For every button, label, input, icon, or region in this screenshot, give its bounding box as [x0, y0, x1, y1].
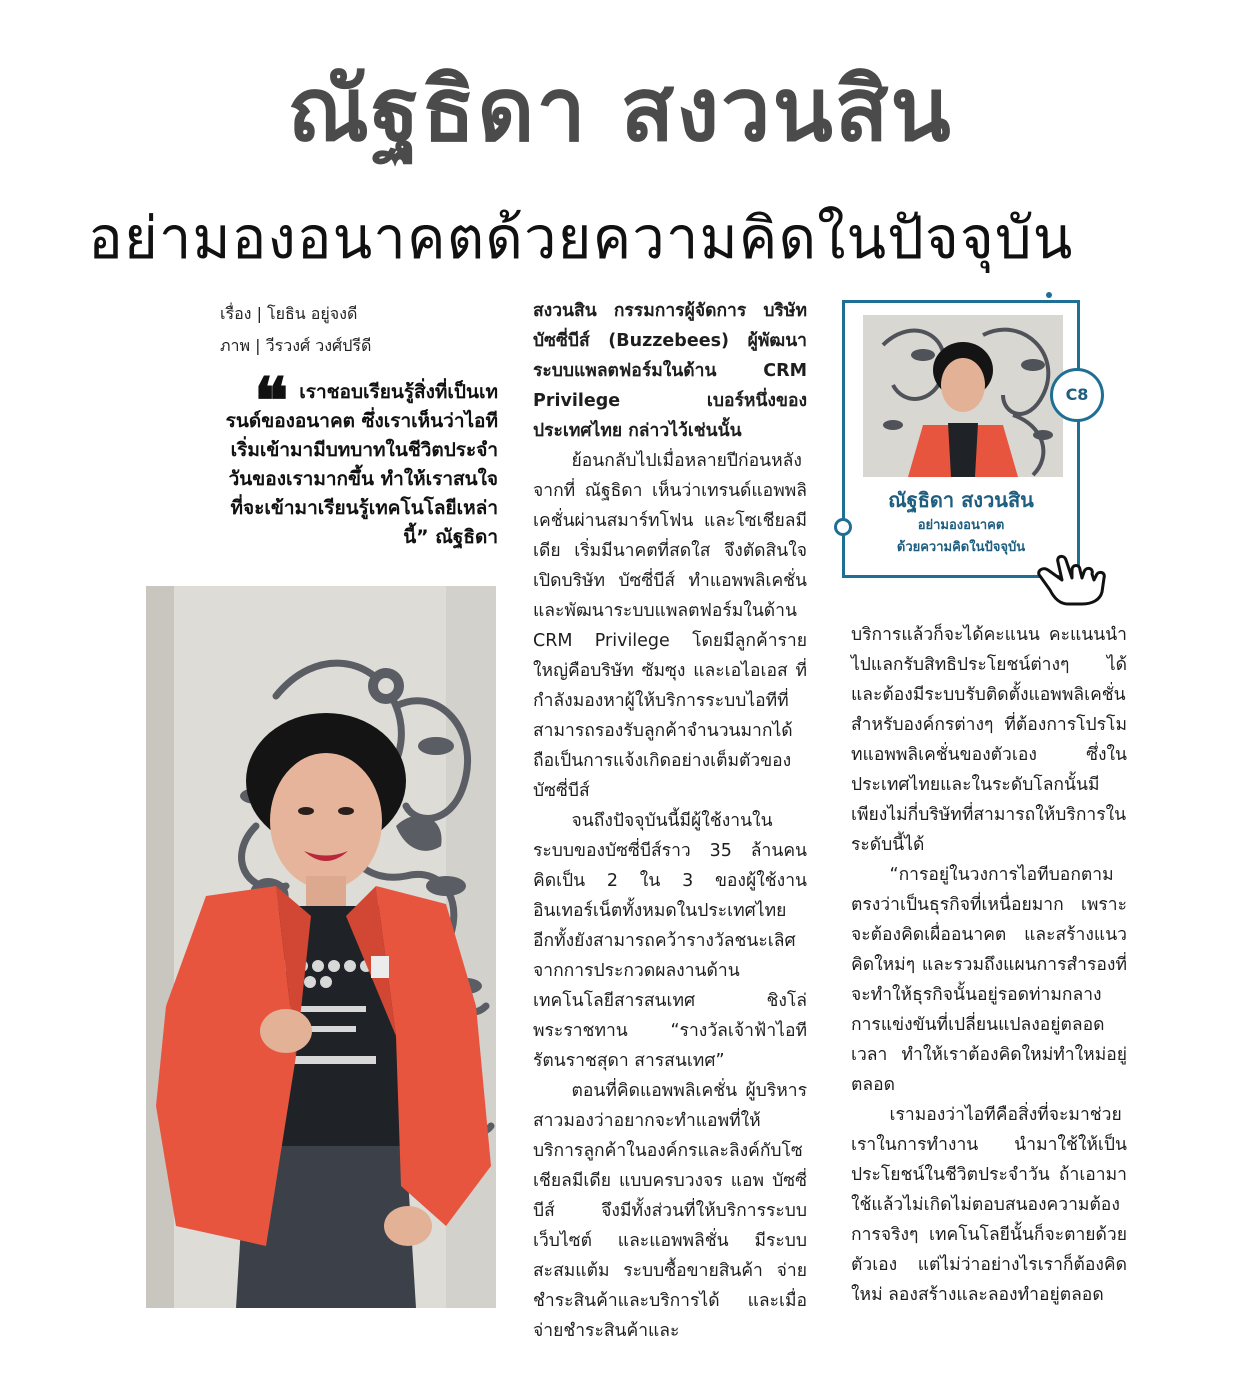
inset-photo [863, 315, 1063, 477]
paragraph: เรามองว่าไอทีคือสิ่งที่จะมาช่วยเราในการทำงาน นำมาใช้ให้เป็นประโยชน์ในชีวิตประจำวัน ถ้าเอามาใช้แล้วไม่เกิดไม่ตอบสนองความต้องการจริงๆ เทคโนโลยีนั้นก็จะตายด้วยตัวเอง แต่ไม่ว่าอย่างไรเราก็ต้องคิดใหม่ ลองสร้างและลองทำอยู่ตลอด [851, 1105, 1127, 1305]
article-column-3 [851, 620, 1127, 1310]
paragraph: ตอนที่คิดแอพพลิเคชั่น ผู้บริหารสาวมองว่าอยากจะทำแอพที่ให้บริการลูกค้าในองค์กรและลิงค์กับโซเชียลมีเดีย แบบครบวงจร แอพ บัซซี่บีส์ จึงมีทั้งส่วนที่ให้บริการระบบเว็บไซต์ และแอพพลิชั่น มีระบบสะสมแต้ม ระบบซื้อขายสินค้า จ่ายชำระสินค้าและบริการได้ และเมื่อจ่ายชำระสินค้าและ [533, 1081, 807, 1341]
byline [220, 298, 510, 362]
pull-quote: เราชอบเรียนรู้สิ่งที่เป็นเทรนด์ของอนาคต ซึ่งเราเห็นว่าไอทีเริ่มเข้ามามีบทบาทในชีวิตประจำวันของเรามากขึ้น ทำให้เราสนใจที่จะเข้ามาเรียนรู้เทคโนโลยีเหล่านี้” ณัฐธิดา [225, 381, 498, 548]
paragraph: ย้อนกลับไปเมื่อหลายปีก่อนหลังจากที่ ณัฐธิดา เห็นว่าเทรนด์แอพพลิเคชั่นผ่านสมาร์ทโฟน และโซเชียลมีเดีย เริ่มมีนาคตที่สดใส จึงตัดสินใจเปิดบริษัท บัซซี่บีส์ ทำแอพพลิเคชั่น และพัฒนาระบบแพลตฟอร์มในด้าน CRM Privilege โดยมีลูกค้ารายใหญ่คือบริษัท ซัมซุง และเอไอเอส ที่กำลังมองหาผู้ให้บริการระบบไอทีที่สามารถรองรับลูกค้าจำนวนมากได้ ถือเป็นการแจ้งเกิดอย่างเต็มตัวของ บัซซี่บีส์ [533, 451, 807, 801]
headline: ณัฐธิดา สงวนสิน [287, 58, 953, 161]
cover-inset [842, 300, 1080, 578]
subheadline: อย่ามองอนาคตด้วยความคิดในปัจจุบัน [88, 204, 1074, 272]
paragraph: “การอยู่ในวงการไอทีบอกตามตรงว่าเป็นธุรกิจที่เหนื่อยมาก เพราะจะต้องคิดเผื่ออนาคต และสร้างแนวคิดใหม่ๆ และรวมถึงแผนการสำรองที่จะทำให้ธุรกิจนั้นอยู่รอดท่ามกลางการแข่งขันที่เปลี่ยนแปลงอยู่ตลอดเวลา ทำให้เราต้องคิดใหม่ทำใหม่อยู่ตลอด [851, 865, 1127, 1095]
byline-photo: ภาพ | วีรวงศ์ วงศ์ปรีดี [220, 336, 372, 355]
inset-subtitle-line1: อย่ามองอนาคต [917, 518, 1005, 533]
frame-dot [834, 518, 852, 536]
page-badge: C8 [1050, 368, 1104, 422]
article-column-2 [533, 296, 807, 1346]
paragraph: จนถึงปัจจุบันนี้มีผู้ใช้งานในระบบของบัซซี่บีส์ราว 35 ล้านคน คิดเป็น 2 ใน 3 ของผู้ใช้งานอินเทอร์เน็ตทั้งหมดในประเทศไทย อีกทั้งยังสามารถคว้ารางวัลชนะเลิศจากการประกวดผลงานด้านเทคโนโลยีสารสนเทศ ชิงโล่พระราชทาน “รางวัลเจ้าฟ้าไอที รัตนราชสุดา สารสนเทศ” [533, 811, 807, 1071]
pointing-hand-icon [1032, 548, 1112, 612]
frame-dot [1046, 292, 1052, 298]
inset-name: ณัฐธิดา สงวนสิน [888, 488, 1034, 512]
byline-story: เรื่อง | โยธิน อยู่จงดี [220, 304, 358, 323]
paragraph: บริการแล้วก็จะได้คะแนน คะแนนนำไปแลกรับสิทธิประโยชน์ต่างๆ ได้ และต้องมีระบบรับติดตั้งแอพพลิเคชั่น สำหรับองค์กรต่างๆ ที่ต้องการโปรโมทแอพพลิเคชั่นของตัวเอง ซึ่งในประเทศไทยและในระดับโลกนั้นมีเพียงไม่กี่บริษัทที่สามารถให้บริการในระดับนี้ได้ [851, 625, 1127, 855]
lead-paragraph: สงวนสิน กรรมการผู้จัดการ บริษัท บัซซี่บีส์ (Buzzebees) ผู้พัฒนาระบบแพลตฟอร์มในด้าน CRM Privilege เบอร์หนึ่งของประเทศไทย กล่าวไว้เช่นนั้น [533, 301, 807, 441]
quote-mark: ❝ [254, 364, 289, 439]
portrait-photo [146, 586, 496, 1308]
inset-subtitle-line2: ด้วยความคิดในปัจจุบัน [896, 540, 1026, 555]
